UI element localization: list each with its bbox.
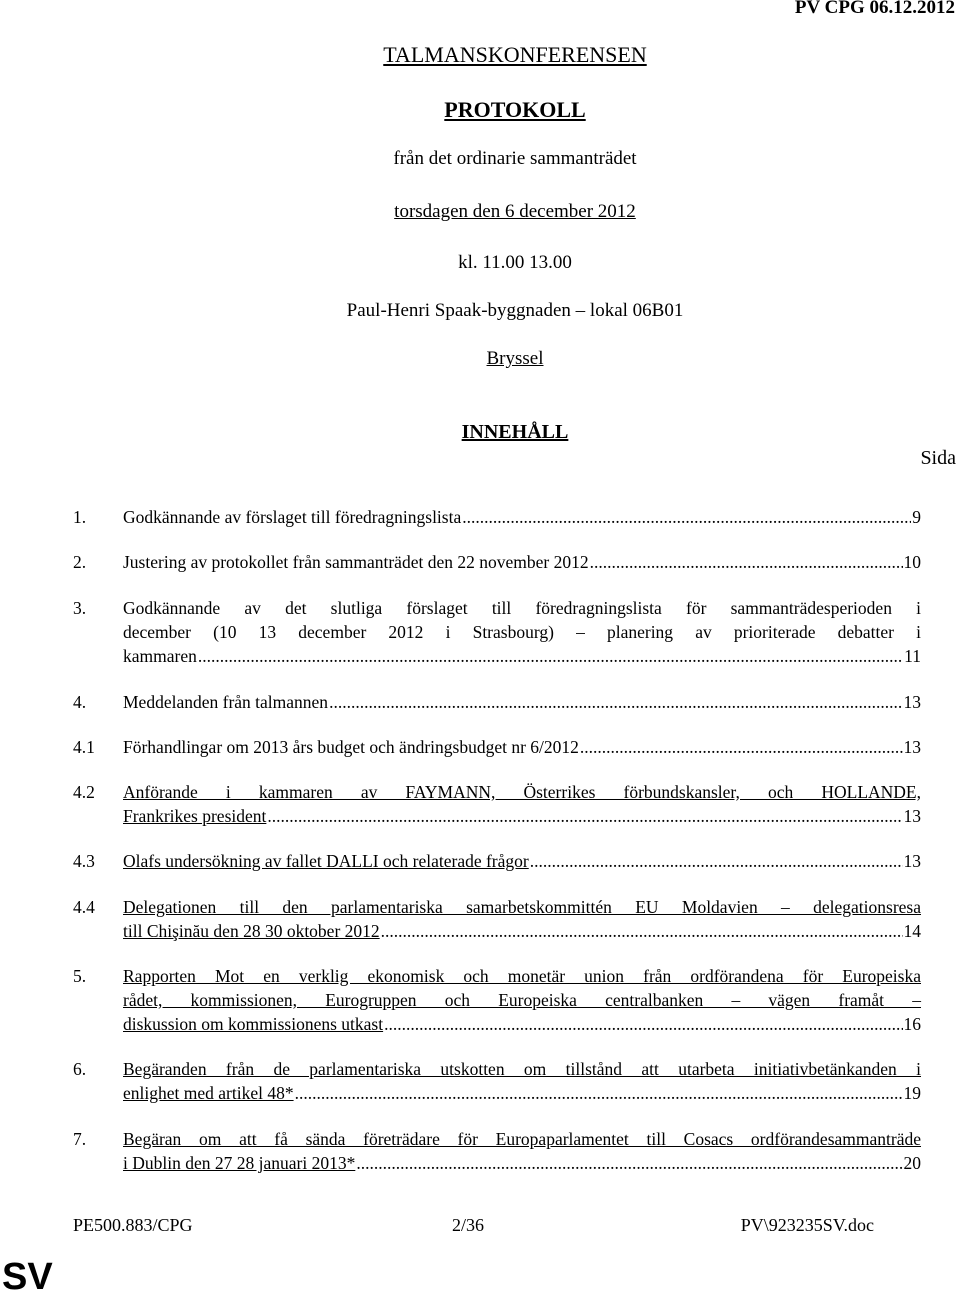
toc-item-number: 1. xyxy=(73,507,87,527)
toc-item-number: 3. xyxy=(73,598,87,618)
leader-dots xyxy=(267,804,902,828)
toc-item-number: 6. xyxy=(73,1059,87,1079)
toc-item-number: 4.1 xyxy=(73,737,95,757)
toc-item-page: 19 xyxy=(903,1083,921,1103)
toc-item-page: 13 xyxy=(903,737,921,757)
meeting-time: kl. 11.00 13.00 xyxy=(458,252,572,273)
toc-item-page: 14 xyxy=(903,921,921,941)
toc-item-title-line[interactable]: kammaren xyxy=(123,646,197,666)
toc-item-title-line[interactable]: Godkännande av det slutliga förslaget till föredragningslista för sammanträdesperioden i xyxy=(123,598,921,618)
toc-item-title-line[interactable]: enlighet med artikel 48* xyxy=(123,1083,294,1103)
document-reference: PV CPG 06.12.2012 xyxy=(794,0,955,18)
toc-item-title-line[interactable]: Frankrikes president xyxy=(123,806,267,826)
meeting-city: Bryssel xyxy=(486,348,544,369)
toc-item-number: 2. xyxy=(73,552,87,572)
toc-item-title[interactable]: Justering av protokollet från sammanträdet den 22 november 2012 xyxy=(123,552,589,572)
leader-dots xyxy=(198,644,903,668)
toc-item-title[interactable]: Olafs undersökning av fallet DALLI och relaterade frågor xyxy=(123,851,529,871)
footer-file-name: PV\923235SV.doc xyxy=(740,1215,874,1235)
language-code: SV xyxy=(2,1256,53,1298)
toc-item-title[interactable]: Förhandlingar om 2013 års budget och ändringsbudget nr 6/2012 xyxy=(123,737,579,757)
toc-item-number: 5. xyxy=(73,966,87,986)
toc-item-title-line[interactable]: Anförande i kammaren av FAYMANN, Österrikes förbundskansler, och HOLLANDE, xyxy=(123,782,921,802)
toc-item-title-line[interactable]: i Dublin den 27 28 januari 2013* xyxy=(123,1153,356,1173)
meeting-date: torsdagen den 6 december 2012 xyxy=(394,201,636,222)
leader-dots xyxy=(530,849,903,873)
toc-item-title-line[interactable]: Rapporten Mot en verklig ekonomisk och monetär union från ordförandena för Europeiska xyxy=(123,966,921,986)
leader-dots xyxy=(295,1081,903,1105)
toc-item-title-line[interactable]: rådet, kommissionen, Eurogruppen och Europeiska centralbanken – vägen framåt – xyxy=(123,990,921,1010)
toc-item-number: 4.2 xyxy=(73,782,95,802)
leader-dots xyxy=(462,505,911,529)
toc-item-title[interactable]: Godkännande av förslaget till föredragningslista xyxy=(123,507,462,527)
toc-item-title-line[interactable]: Begäranden från de parlamentariska utskotten om tillstånd att utarbeta initiativbetänkanden i xyxy=(123,1059,921,1079)
page-column-label: Sida xyxy=(920,447,956,469)
toc-item-title-line[interactable]: till Chişinău den 28 30 oktober 2012 xyxy=(123,921,380,941)
toc-item-title-line[interactable]: Begäran om att få sända företrädare för Europaparlamentet till Cosacs ordförandesammanträde xyxy=(123,1129,921,1149)
leader-dots xyxy=(590,550,903,574)
organization-title: TALMANSKONFERENSEN xyxy=(383,42,647,67)
toc-item-number: 4.4 xyxy=(73,897,95,917)
toc-item-title[interactable]: Meddelanden från talmannen xyxy=(123,692,329,712)
toc-item-page: 10 xyxy=(903,552,921,572)
leader-dots xyxy=(384,1012,902,1036)
toc-item-number: 7. xyxy=(73,1129,87,1149)
toc-item-page: 16 xyxy=(903,1014,921,1034)
toc-item-page: 9 xyxy=(912,507,921,527)
footer-doc-code: PE500.883/CPG xyxy=(73,1215,193,1235)
meeting-location: Paul-Henri Spaak-byggnaden – lokal 06B01 xyxy=(346,300,684,321)
toc-item-number: 4.3 xyxy=(73,851,95,871)
leader-dots xyxy=(580,735,903,759)
toc-item-page: 20 xyxy=(903,1153,921,1173)
toc-item-title-line[interactable]: december (10 13 december 2012 i Strasbourg) – planering av prioriterade debatter i xyxy=(123,622,921,642)
toc-heading: INNEHÅLL xyxy=(461,421,569,443)
document-type-title: PROTOKOLL xyxy=(444,97,586,122)
toc-item-title-line[interactable]: diskussion om kommissionens utkast xyxy=(123,1014,384,1034)
meeting-subtitle: från det ordinarie sammanträdet xyxy=(393,148,637,169)
toc-item-page: 13 xyxy=(903,692,921,712)
toc-item-page: 11 xyxy=(904,646,921,666)
toc-item-page: 13 xyxy=(903,806,921,826)
toc-item-page: 13 xyxy=(903,851,921,871)
footer-page-indicator: 2/36 xyxy=(452,1215,485,1235)
toc-item-number: 4. xyxy=(73,692,87,712)
toc-item-title-line[interactable]: Delegationen till den parlamentariska samarbetskommittén EU Moldavien – delegationsresa xyxy=(123,897,921,917)
leader-dots xyxy=(356,1151,902,1175)
leader-dots xyxy=(329,690,902,714)
leader-dots xyxy=(381,919,903,943)
